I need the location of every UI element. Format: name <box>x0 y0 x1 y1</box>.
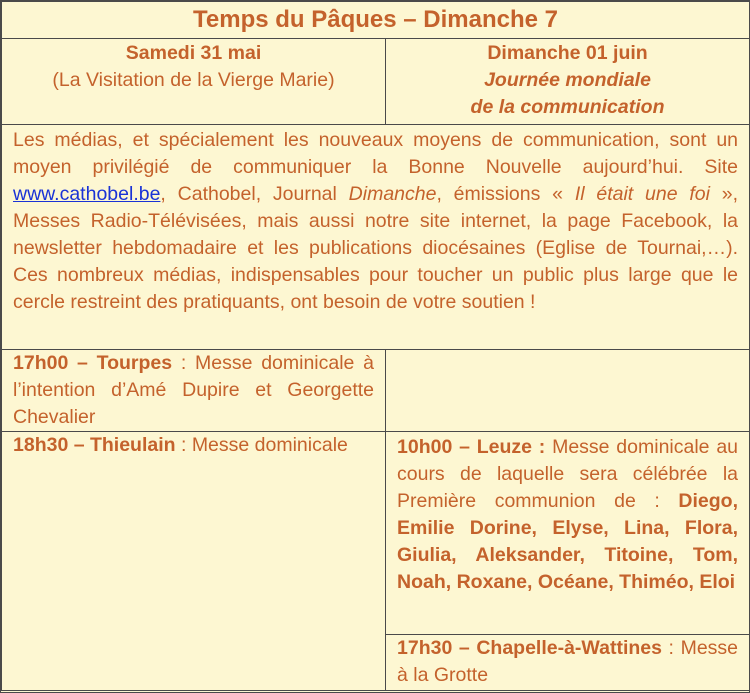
cathobel-link[interactable]: www.cathobel.be <box>13 183 161 205</box>
leuze-cell <box>386 432 750 635</box>
communicant-names: Diego, Emilie Dorine, Elyse, Lina, Flora, Giulia, Aleksander, Titoine, Tom, Noah, Roxane, Océane, Thiméo, Eloi <box>397 490 739 593</box>
tourpes-cell <box>2 350 386 432</box>
tourpes-desc: : Messe dominicale à l’intention d’Amé Dupire et Georgette Chevalier <box>13 352 374 428</box>
chapelle-desc: : Messe à la Grotte <box>397 637 739 686</box>
page-title: Temps du Pâques – Dimanche 7 <box>2 2 750 39</box>
emission-title: Il était une foi <box>574 183 710 205</box>
leuze-desc: Messe dominicale au cours de laquelle sera célébrée la Première communion de : <box>397 436 739 512</box>
intro-paragraph <box>2 125 750 350</box>
sunday-header <box>386 39 750 125</box>
chapelle-time-place: 17h30 – Chapelle-à-Wattines <box>397 637 662 659</box>
thieulain-cell <box>2 432 386 691</box>
intro-text-2: , Cathobel, Journal <box>160 183 349 205</box>
journal-title: Dimanche <box>348 183 437 205</box>
intro-text-3: , émissions « <box>436 183 575 205</box>
thieulain-desc: : Messe dominicale <box>175 434 348 456</box>
saturday-header <box>2 39 386 125</box>
tourpes-time-place: 17h00 – Tourpes <box>13 352 173 374</box>
sunday-date: Dimanche 01 juin <box>487 42 648 64</box>
saturday-feast: (La Visitation de la Vierge Marie) <box>52 69 335 91</box>
sunday-feast-line2: de la communication <box>470 96 665 118</box>
intro-text-4: », Messes Radio-Télévisées, mais aussi notre site internet, la page Facebook, la newsletter hebdomadaire et les publications diocésaines (Eglise de Tournai,…). Ces nombreux médias, indispensables pour toucher un public plus large que le cercle restreint des pratiquants, ont besoin de votre soutien ! <box>13 183 739 313</box>
leuze-time-place: 10h00 – Leuze : <box>397 436 546 458</box>
intro-text-1: Les médias, et spécialement les nouveaux moyens de communication, sont un moyen privilégié de communiquer la Bonne Nouvelle aujourd’hui. Site <box>13 129 739 178</box>
empty-cell <box>386 350 750 432</box>
sunday-feast-line1: Journée mondiale <box>484 69 651 91</box>
schedule-table <box>1 1 750 691</box>
thieulain-time-place: 18h30 – Thieulain <box>13 434 176 456</box>
chapelle-cell <box>386 635 750 691</box>
saturday-date: Samedi 31 mai <box>125 42 262 64</box>
